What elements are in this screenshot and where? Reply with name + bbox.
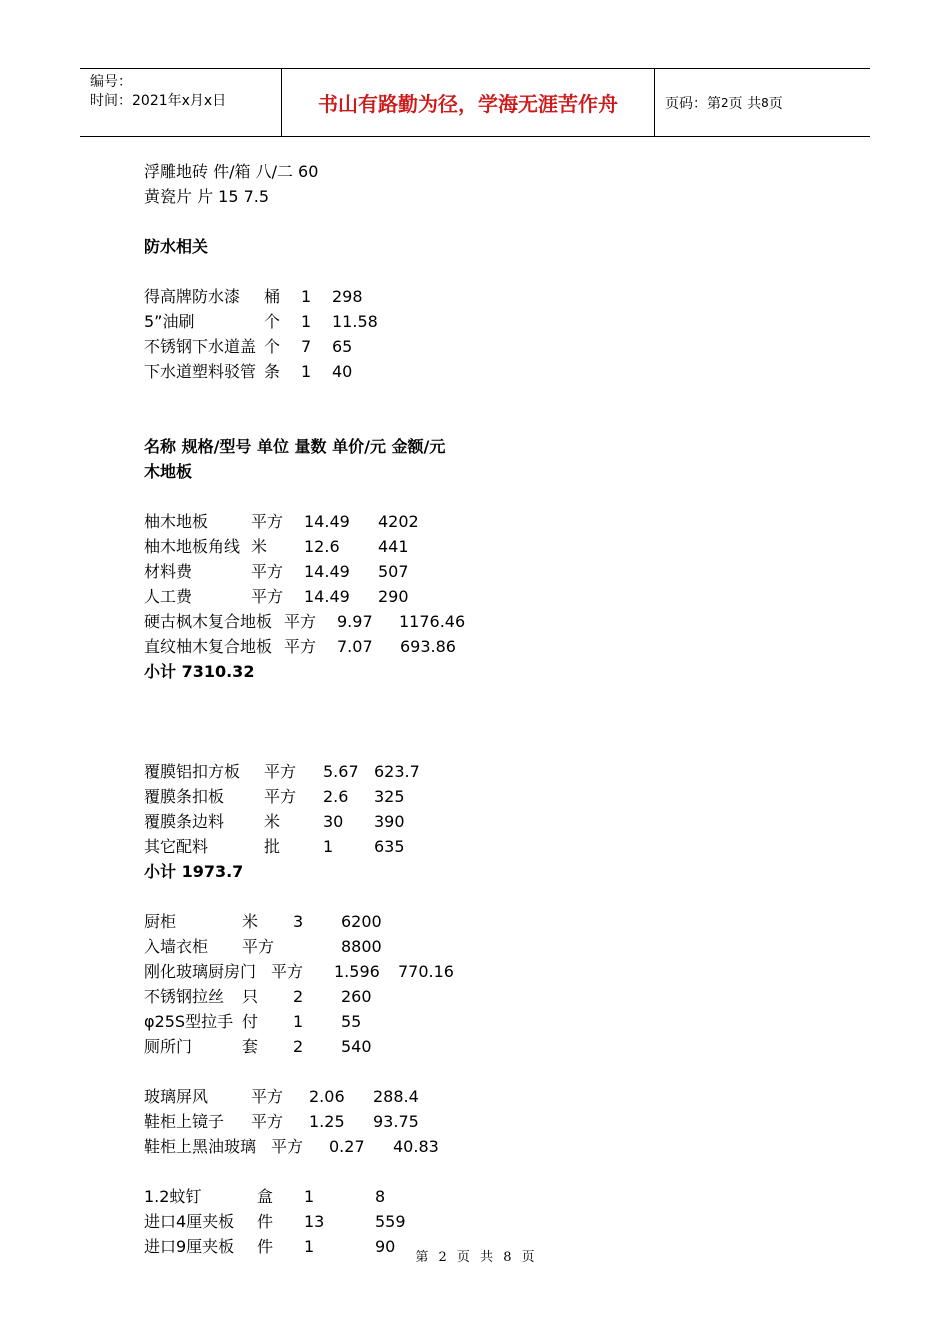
footer-mid: 页 共 — [456, 1250, 494, 1265]
page-current: 2 — [721, 95, 729, 110]
item-unit: 个 — [264, 312, 281, 331]
item-unit: 件 — [257, 1212, 274, 1231]
item-amount: 8 — [375, 1187, 386, 1206]
item-name: 直纹柚木复合地板 — [144, 637, 273, 656]
header-left-cell — [80, 69, 280, 136]
item-name: 厨柜 — [144, 912, 177, 931]
item-amount: 635 — [374, 837, 405, 856]
item-amount: 40.83 — [393, 1137, 439, 1156]
item-qty: 14.49 — [304, 562, 350, 581]
document-body — [144, 159, 844, 1259]
item-amount: 8800 — [341, 937, 382, 956]
item-amount: 55 — [341, 1012, 362, 1031]
section-heading-waterproof: 防水相关 — [144, 237, 209, 256]
item-amount: 65 — [332, 337, 353, 356]
glass-list — [144, 1084, 844, 1159]
item-unit: 米 — [251, 537, 268, 556]
item-qty: 2 — [293, 1037, 304, 1056]
item-amount: 507 — [378, 562, 409, 581]
list-item — [144, 1209, 844, 1234]
item-amount: 1176.46 — [399, 612, 466, 631]
item-qty: 7 — [301, 337, 312, 356]
item-name: 鞋柜上黑油玻璃 — [144, 1137, 257, 1156]
item-qty: 7.07 — [337, 637, 373, 656]
list-item — [144, 1109, 844, 1134]
item-amount: 93.75 — [373, 1112, 419, 1131]
item-unit: 平方 — [251, 512, 284, 531]
item-name: 进口9厘夹板 — [144, 1237, 235, 1256]
list-item — [144, 784, 844, 809]
item-unit: 米 — [264, 812, 281, 831]
item-amount: 260 — [341, 987, 372, 1006]
list-item — [144, 759, 844, 784]
item-unit: 付 — [242, 1012, 259, 1031]
item-name: 鞋柜上镜子 — [144, 1112, 225, 1131]
text-line: 浮雕地砖 件/箱 八/二 60 — [144, 162, 319, 181]
item-qty: 1 — [301, 312, 312, 331]
page-header — [80, 68, 870, 137]
footer-total: 8 — [503, 1250, 512, 1265]
page-footer — [0, 1246, 950, 1265]
header-page-cell — [655, 69, 870, 136]
item-qty: 14.49 — [304, 587, 350, 606]
item-name: 人工费 — [144, 587, 193, 606]
item-name: 入墙衣柜 — [144, 937, 209, 956]
time-label: 时间：2021年x月x日 — [90, 93, 227, 109]
item-unit: 米 — [242, 912, 259, 931]
section-heading-wood: 木地板 — [144, 462, 193, 481]
waterproof-list — [144, 284, 844, 384]
item-qty: 0.27 — [329, 1137, 365, 1156]
item-name: 5”油刷 — [144, 312, 195, 331]
list-item — [144, 984, 844, 1009]
list-item — [144, 1184, 844, 1209]
item-amount: 441 — [378, 537, 409, 556]
cabinets-list — [144, 909, 844, 1059]
item-name: φ25S型拉手 — [144, 1012, 234, 1031]
list-item — [144, 1084, 844, 1109]
item-name: 得高牌防水漆 — [144, 287, 241, 306]
item-unit: 只 — [242, 987, 259, 1006]
item-unit: 平方 — [264, 762, 297, 781]
item-unit: 个 — [264, 337, 281, 356]
item-qty: 1.596 — [334, 962, 380, 981]
item-unit: 平方 — [251, 1112, 284, 1131]
item-unit: 平方 — [251, 587, 284, 606]
item-amount: 290 — [378, 587, 409, 606]
table-header: 名称 规格/型号 单位 量数 单价/元 金额/元 — [144, 437, 446, 456]
item-amount: 288.4 — [373, 1087, 419, 1106]
item-name: 覆膜条扣板 — [144, 787, 225, 806]
item-unit: 桶 — [264, 287, 281, 306]
item-name: 覆膜条边料 — [144, 812, 225, 831]
item-qty: 1 — [293, 1012, 304, 1031]
list-item — [144, 309, 844, 334]
list-item — [144, 334, 844, 359]
list-item — [144, 559, 844, 584]
item-name: 1.2蚊钉 — [144, 1187, 202, 1206]
list-item — [144, 284, 844, 309]
page-prefix: 页码：第 — [665, 95, 721, 112]
footer-prefix: 第 — [415, 1250, 429, 1265]
page-total: 8 — [761, 95, 769, 110]
list-item — [144, 959, 844, 984]
item-name: 厕所门 — [144, 1037, 193, 1056]
item-unit: 平方 — [271, 1137, 304, 1156]
list-item — [144, 534, 844, 559]
item-amount: 693.86 — [400, 637, 456, 656]
list-item — [144, 634, 844, 659]
item-amount: 4202 — [378, 512, 419, 531]
item-name: 不锈钢下水道盖 — [144, 337, 257, 356]
item-qty: 1 — [304, 1187, 315, 1206]
item-name: 柚木地板 — [144, 512, 209, 531]
list-item — [144, 1034, 844, 1059]
ceiling-list — [144, 759, 844, 859]
item-qty: 2.06 — [309, 1087, 345, 1106]
item-unit: 套 — [242, 1037, 259, 1056]
list-item — [144, 509, 844, 534]
item-qty: 3 — [293, 912, 304, 931]
item-name: 刚化玻璃厨房门 — [144, 962, 257, 981]
item-unit: 平方 — [284, 637, 317, 656]
item-amount: 623.7 — [374, 762, 420, 781]
item-name: 柚木地板角线 — [144, 537, 241, 556]
item-unit: 批 — [264, 837, 281, 856]
footer-current: 2 — [438, 1250, 447, 1265]
item-name: 不锈钢拉丝 — [144, 987, 225, 1006]
list-item — [144, 1134, 844, 1159]
item-qty: 30 — [323, 812, 344, 831]
subtotal-wood: 小计 7310.32 — [144, 662, 255, 681]
number-label: 编号： — [90, 74, 132, 90]
item-unit: 条 — [264, 362, 281, 381]
wood-list — [144, 509, 844, 659]
page-suffix: 页 — [768, 95, 783, 112]
item-amount: 6200 — [341, 912, 382, 931]
item-amount: 40 — [332, 362, 353, 381]
item-unit: 平方 — [251, 562, 284, 581]
list-item — [144, 609, 844, 634]
item-qty: 1 — [301, 287, 312, 306]
item-qty: 1 — [301, 362, 312, 381]
item-unit: 平方 — [251, 1087, 284, 1106]
page-mid: 页 共 — [728, 95, 762, 112]
list-item — [144, 934, 844, 959]
item-amount: 540 — [341, 1037, 372, 1056]
item-qty: 13 — [304, 1212, 325, 1231]
item-name: 下水道塑料驳管 — [144, 362, 257, 381]
item-unit: 平方 — [242, 937, 275, 956]
item-amount: 770.16 — [398, 962, 454, 981]
item-qty: 1 — [323, 837, 334, 856]
item-name: 材料费 — [144, 562, 193, 581]
item-qty: 2.6 — [323, 787, 349, 806]
item-name: 硬古枫木复合地板 — [144, 612, 273, 631]
item-qty: 1.25 — [309, 1112, 345, 1131]
item-amount: 11.58 — [332, 312, 378, 331]
item-amount: 298 — [332, 287, 363, 306]
item-qty: 9.97 — [337, 612, 373, 631]
item-qty: 1 — [304, 1237, 315, 1256]
item-qty: 2 — [293, 987, 304, 1006]
item-qty: 12.6 — [304, 537, 340, 556]
item-unit: 盒 — [257, 1187, 274, 1206]
text-line: 黄瓷片 片 15 7.5 — [144, 187, 270, 206]
subtotal-ceiling: 小计 1973.7 — [144, 862, 244, 881]
item-name: 覆膜铝扣方板 — [144, 762, 241, 781]
list-item — [144, 909, 844, 934]
item-unit: 件 — [257, 1237, 274, 1256]
header-motto-cell — [281, 69, 655, 136]
item-qty: 5.67 — [323, 762, 359, 781]
item-name: 其它配料 — [144, 837, 209, 856]
footer-suffix: 页 — [521, 1250, 535, 1265]
list-item — [144, 359, 844, 384]
item-amount: 90 — [375, 1237, 396, 1256]
item-unit: 平方 — [264, 787, 297, 806]
item-name: 玻璃屏风 — [144, 1087, 209, 1106]
item-amount: 559 — [375, 1212, 406, 1231]
list-item — [144, 584, 844, 609]
list-item — [144, 834, 844, 859]
item-amount: 390 — [374, 812, 405, 831]
item-amount: 325 — [374, 787, 405, 806]
list-item — [144, 809, 844, 834]
item-unit: 平方 — [284, 612, 317, 631]
item-unit: 平方 — [271, 962, 304, 981]
list-item — [144, 1009, 844, 1034]
item-name: 进口4厘夹板 — [144, 1212, 235, 1231]
motto-text: 书山有路勤为径，学海无涯苦作舟 — [318, 92, 618, 116]
item-qty: 14.49 — [304, 512, 350, 531]
